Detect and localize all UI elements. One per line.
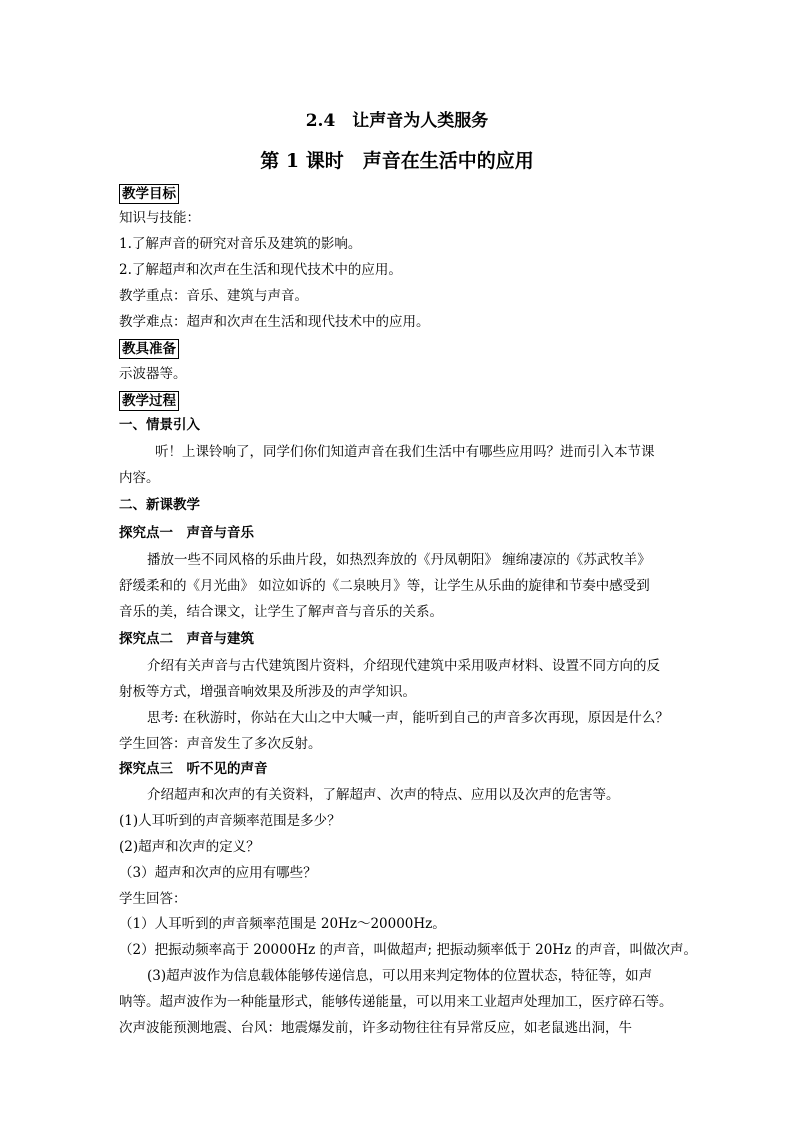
answer-label: 学生回答： xyxy=(119,891,187,907)
tools-text: 示波器等。 xyxy=(119,366,187,382)
heading-intro: 一、情景引入 xyxy=(119,417,200,433)
intro-line-2: 内容。 xyxy=(119,470,160,486)
text-line: 知识与技能： xyxy=(119,210,200,226)
answer-3-line-2: 呐等。超声波作为一种能量形式，能够传递能量，可以用来工业超声处理加工，医疗碎石等。 xyxy=(119,994,673,1010)
answer-3-line-1: (3)超声波作为信息载体能够传递信息，可以用来判定物体的位置状态，特征等，如声 xyxy=(147,968,653,984)
question-1: (1)人耳听到的声音频率范围是多少？ xyxy=(119,813,341,829)
section-label-process: 教学过程 xyxy=(119,391,179,411)
difficult-point: 教学难点：超声和次声在生活和现代技术中的应用。 xyxy=(119,314,430,330)
key-point: 教学重点：音乐、建筑与声音。 xyxy=(119,288,308,304)
inquiry-2-answer: 学生回答：声音发生了多次反射。 xyxy=(119,736,322,752)
intro-line-1: 听！上课铃响了，同学们你们知道声音在我们生活中有哪些应用吗？进而引入本节课 xyxy=(155,444,655,460)
question-2: (2)超声和次声的定义？ xyxy=(119,839,260,855)
question-3: （3）超声和次声的应用有哪些？ xyxy=(119,865,317,881)
inquiry-1-line-3: 音乐的美，结合课文，让学生了解声音与音乐的关系。 xyxy=(119,604,443,620)
section-label-objectives: 教学目标 xyxy=(119,184,179,204)
heading-new-lesson: 二、新课教学 xyxy=(119,497,200,513)
inquiry-3-line-1: 介绍超声和次声的有关资料，了解超声、次声的特点、应用以及次声的危害等。 xyxy=(147,787,620,803)
inquiry-2-line-1: 介绍有关声音与古代建筑图片资料，介绍现代建筑中采用吸声材料、设置不同方向的反 xyxy=(147,658,660,674)
inquiry-1-line-2: 舒缓柔和的《月光曲》 如泣如诉的《二泉映月》等，让学生从乐曲的旋律和节奏中感受到 xyxy=(119,578,650,594)
inquiry-2-line-2: 射板等方式，增强音响效果及所涉及的声学知识。 xyxy=(119,684,416,700)
inquiry-2-question: 思考: 在秋游时，你站在大山之中大喊一声，能听到自己的声音多次再现，原因是什么？ xyxy=(147,710,669,726)
objective-2: 2.了解超声和次声在生活和现代技术中的应用。 xyxy=(119,262,402,278)
objective-1: 1.了解声音的研究对音乐及建筑的影响。 xyxy=(119,236,362,252)
inquiry-1-title: 探究点一 声音与音乐 xyxy=(119,525,254,541)
inquiry-2-title: 探究点二 声音与建筑 xyxy=(119,631,254,647)
answer-1: （1）人耳听到的声音频率范围是 20Hz～20000Hz。 xyxy=(119,916,446,932)
inquiry-3-title: 探究点三 听不见的声音 xyxy=(119,761,268,777)
answer-2: （2）把振动频率高于 20000Hz 的声音，叫做超声; 把振动频率低于 20Hz 的声音，叫做次声。 xyxy=(119,942,697,958)
answer-3-line-3: 次声波能预测地震、台风：地震爆发前，许多动物往往有异常反应，如老鼠逃出洞，牛 xyxy=(119,1020,632,1036)
page-title: 2.4 让声音为人类服务 xyxy=(305,111,489,131)
lesson-subtitle: 第 1 课时 声音在生活中的应用 xyxy=(260,150,534,172)
section-label-tools: 教具准备 xyxy=(119,339,179,359)
inquiry-1-line-1: 播放一些不同风格的乐曲片段，如热烈奔放的《丹凤朝阳》 缠绵凄凉的《苏武牧羊》 xyxy=(147,552,651,568)
